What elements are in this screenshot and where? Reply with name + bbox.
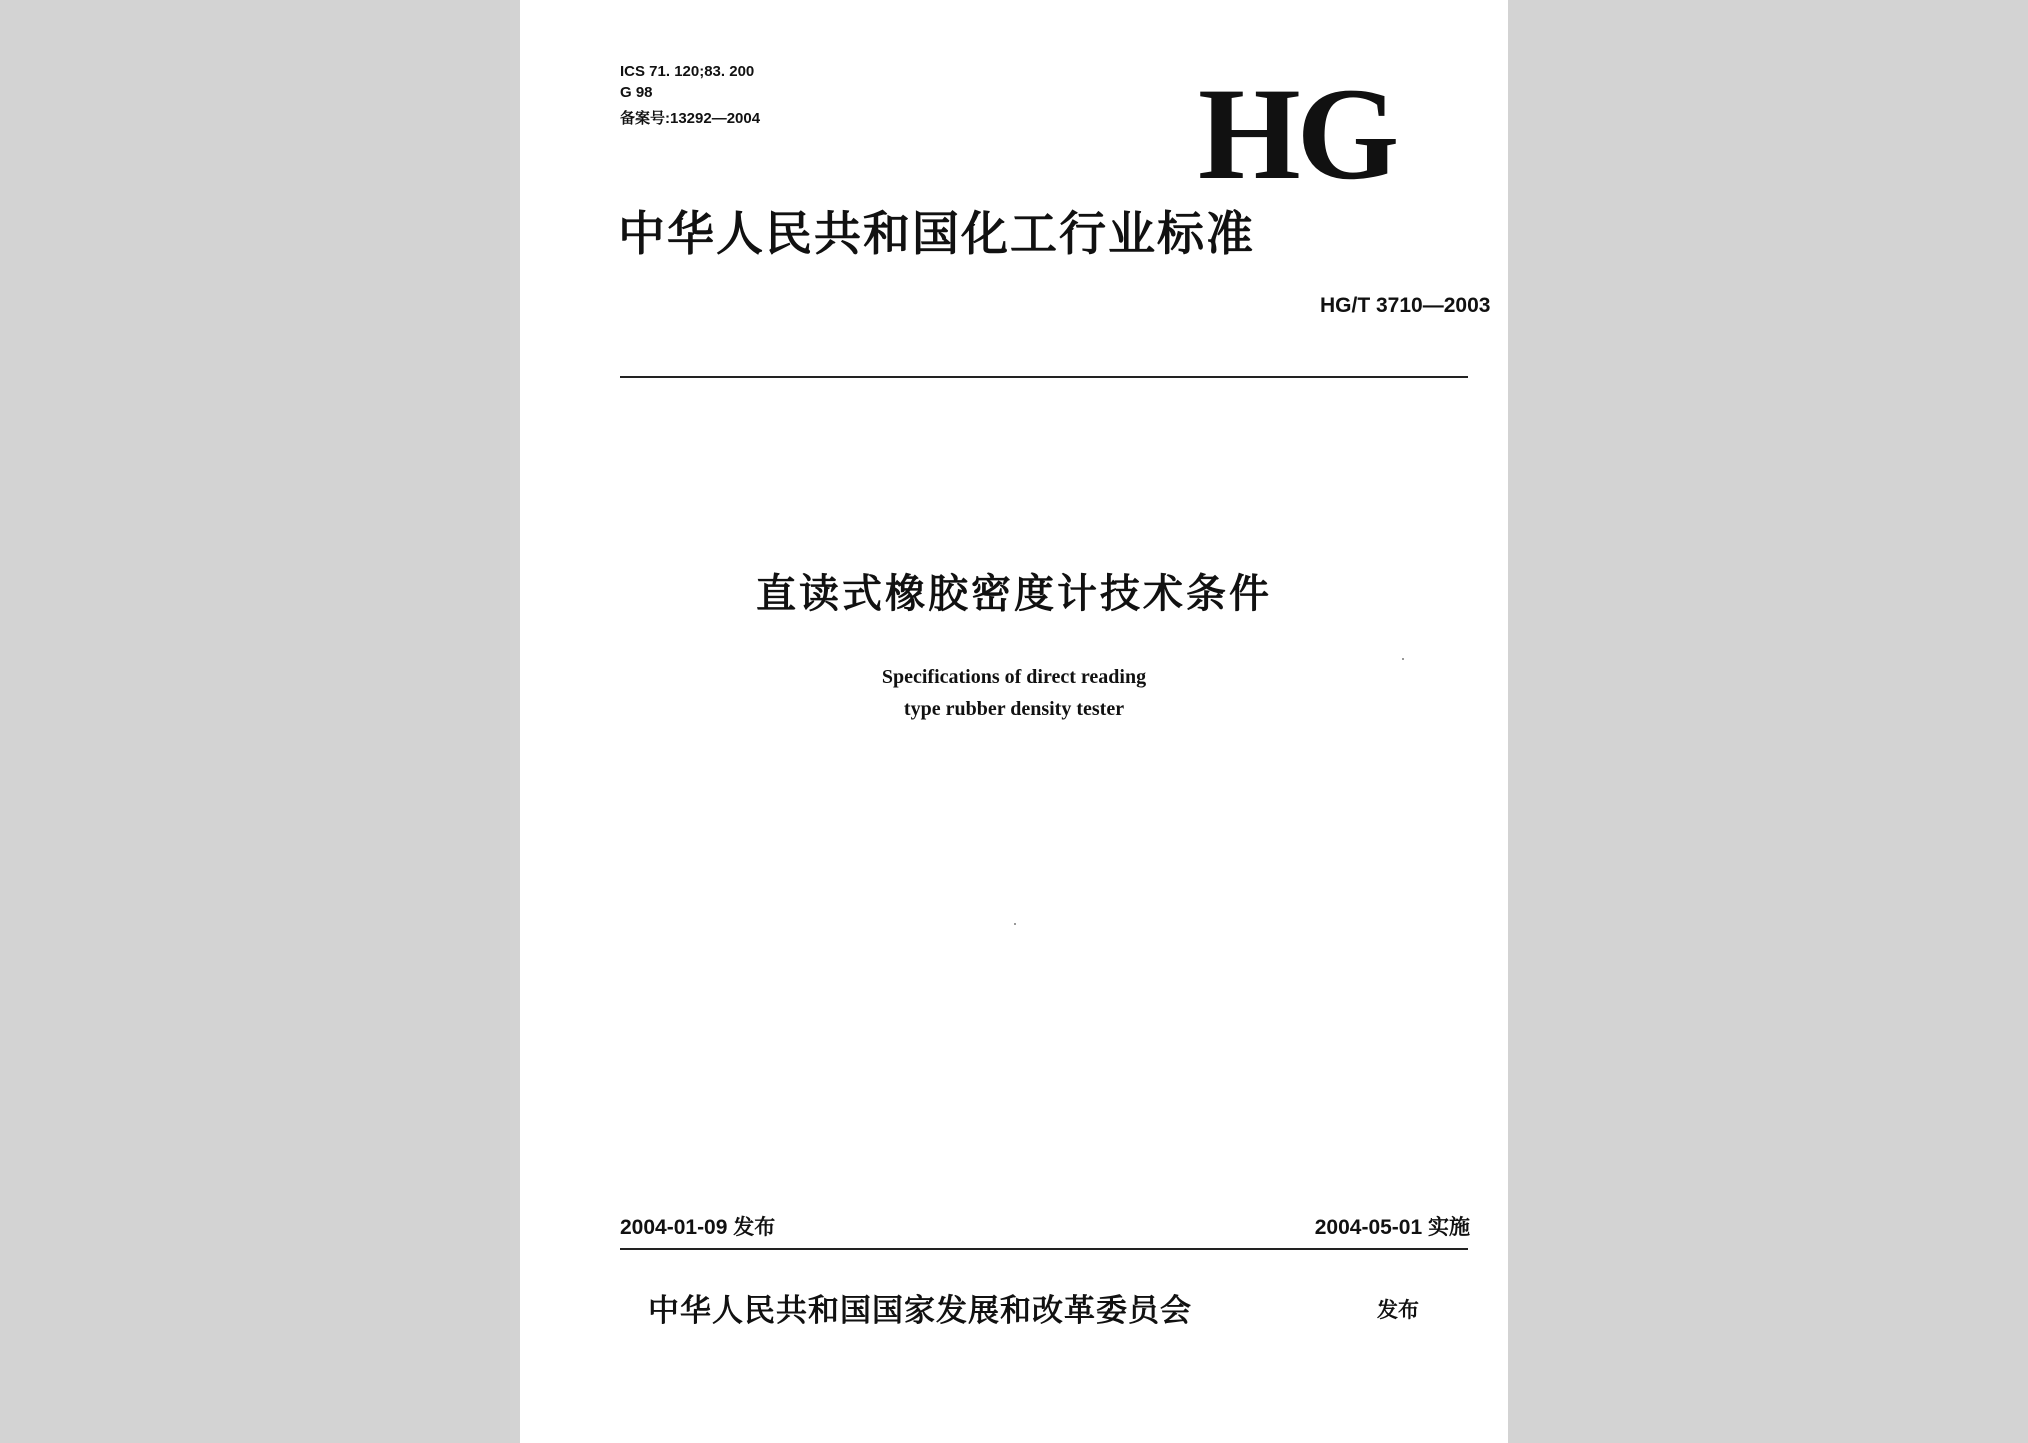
scan-speck — [1402, 658, 1404, 660]
record-number: 备案号:13292—2004 — [620, 110, 761, 127]
scan-speck — [1014, 923, 1016, 925]
document-title-en-line1: Specifications of direct reading — [881, 666, 1147, 688]
ics-code: ICS 71. 120;83. 200 — [620, 63, 755, 80]
issuing-authority: 中华人民共和国国家发展和改革委员会 — [648, 1293, 1192, 1329]
standard-name: 中华人民共和国化工行业标准 — [618, 207, 1255, 262]
issue-date: 2004-01-09 发布 — [620, 1216, 776, 1239]
standard-number: HG/T 3710—2003 — [1320, 294, 1491, 317]
issuer-suffix: 发布 — [1377, 1298, 1419, 1322]
document-page — [520, 0, 1508, 1443]
hg-logo: HG — [1198, 60, 1396, 207]
top-divider — [620, 376, 1468, 378]
classification-code: G 98 — [620, 84, 653, 101]
effective-date: 2004-05-01 实施 — [1314, 1216, 1470, 1239]
document-title-en-line2: type rubber density tester — [903, 698, 1125, 720]
document-title-zh: 直读式橡胶密度计技术条件 — [756, 571, 1272, 617]
bottom-divider — [620, 1248, 1468, 1250]
